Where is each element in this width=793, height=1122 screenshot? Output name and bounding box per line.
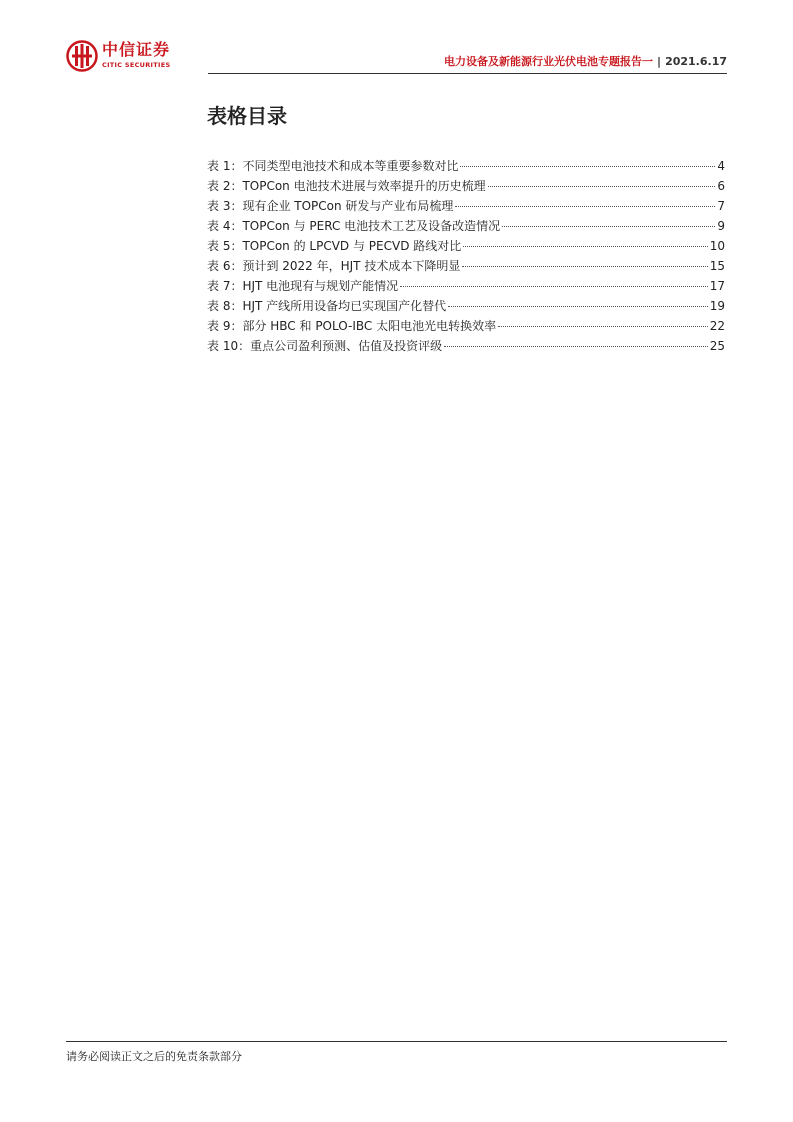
toc-dot-leader: [455, 206, 715, 207]
toc-dot-leader: [460, 166, 715, 167]
toc-entry-page: 6: [717, 179, 725, 193]
toc-dot-leader: [448, 306, 708, 307]
toc-entry-label: 表 6：预计到 2022 年，HJT 技术成本下降明显: [207, 259, 461, 273]
toc-entry-page: 9: [717, 219, 725, 233]
toc-entry-label: 表 9：部分 HBC 和 POLO-IBC 太阳电池光电转换效率: [207, 319, 497, 333]
toc-entry-label: 表 2：TOPCon 电池技术进展与效率提升的历史梳理: [207, 179, 486, 193]
toc-entry-4[interactable]: [207, 216, 725, 236]
toc-entry-page: 22: [709, 319, 725, 333]
toc-dot-leader: [400, 286, 708, 287]
footer-divider: [66, 1041, 727, 1042]
toc-dot-leader: [498, 326, 708, 327]
toc-entry-label: 表 5：TOPCon 的 LPCVD 与 PECVD 路线对比: [207, 239, 462, 253]
toc-entry-page: 15: [709, 259, 725, 273]
toc-entry-page: 4: [717, 159, 725, 173]
toc-entry-9[interactable]: [207, 316, 725, 336]
toc-entry-page: 17: [709, 279, 725, 293]
toc-entry-label: 表 1：不同类型电池技术和成本等重要参数对比: [207, 159, 459, 173]
toc-dot-leader: [502, 226, 715, 227]
toc-entry-7[interactable]: [207, 276, 725, 296]
report-header: [444, 55, 727, 69]
toc-dot-leader: [444, 346, 708, 347]
header-separator: |: [657, 55, 662, 68]
toc-title: 表格目录: [207, 104, 287, 128]
header-divider: [208, 73, 727, 74]
logo-english-name: CITIC SECURITIES: [102, 61, 171, 69]
toc-entry-label: 表 4：TOPCon 与 PERC 电池技术工艺及设备改造情况: [207, 219, 501, 233]
toc-entry-10[interactable]: [207, 336, 725, 356]
toc-entry-label: 表 3：现有企业 TOPCon 研发与产业布局梳理: [207, 199, 454, 213]
toc-dot-leader: [463, 246, 707, 247]
logo-chinese-name: 中信证券: [102, 40, 171, 59]
report-title: 电力设备及新能源行业光伏电池专题报告一: [444, 55, 654, 68]
toc-entry-6[interactable]: [207, 256, 725, 276]
toc-entry-page: 25: [709, 339, 725, 353]
toc-dot-leader: [462, 266, 707, 267]
toc-entry-5[interactable]: [207, 236, 725, 256]
citic-securities-logo: [66, 40, 176, 74]
toc-dot-leader: [488, 186, 716, 187]
toc-entry-label: 表 8：HJT 产线所用设备均已实现国产化替代: [207, 299, 447, 313]
disclaimer-note: 请务必阅读正文之后的免责条款部分: [66, 1050, 242, 1063]
toc-entry-1[interactable]: [207, 156, 725, 176]
toc-entry-label: 表 10：重点公司盈利预测、估值及投资评级: [207, 339, 443, 353]
toc-entry-3[interactable]: [207, 196, 725, 216]
toc-entry-label: 表 7：HJT 电池现有与规划产能情况: [207, 279, 399, 293]
toc-entry-8[interactable]: [207, 296, 725, 316]
citic-logo-icon: [66, 40, 98, 72]
toc-entry-page: 7: [717, 199, 725, 213]
toc-entry-page: 19: [709, 299, 725, 313]
toc-entry-2[interactable]: [207, 176, 725, 196]
toc-entry-page: 10: [709, 239, 725, 253]
report-date: 2021.6.17: [665, 55, 727, 68]
table-of-tables: [207, 156, 725, 356]
